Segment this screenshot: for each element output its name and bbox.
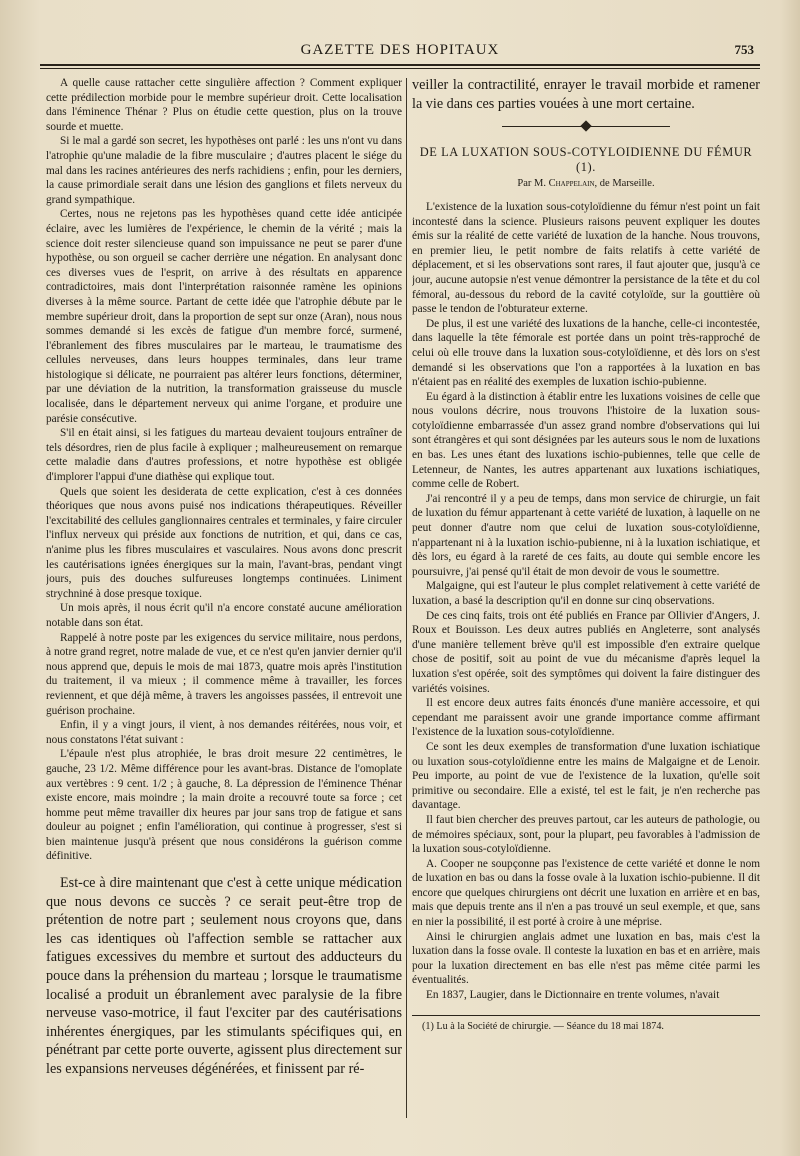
paragraph: S'il en était ainsi, si les fatigues du marteau devaient toujours entraîner de tels désordres, rien de plus facile à expliquer ; malheureusement on remarque cette maladie dans d'autres professions, et notre hypothèse est obligée d'implorer l'appui d'une diathèse qui explique tout. xyxy=(46,427,402,484)
paragraph: Malgaigne, qui est l'auteur le plus complet relativement à cette variété de luxation, a basé la description qu'il en donne sur cinq observations. xyxy=(412,580,760,607)
paragraph: Quels que soient les desiderata de cette explication, c'est à ces données théoriques que nous avons puisé nos indications thérapeutiques. Réveiller l'excitabilité des cellules ganglionnaires centrales et terminales, y faire circuler l'influx nerveux qui préside aux fonctions de nutrition, et qui, dans ce cas, n'anime plus les fibres musculaires et vasculaires. Nous avons donc prescrit les cautérisations ignées énergiques sur la main, l'avant-bras, pendant vingt jours, puis des douches sulfureuses longtemps continuées. Liniment strychniné à dose presque toxique. xyxy=(46,485,402,600)
page-number: 753 xyxy=(734,42,754,57)
paragraph: Si le mal a gardé son secret, les hypothèses ont parlé : les uns n'ont vu dans l'atrophie qu'une maladie de la fibre musculaire ; d'autres placent le siége du mal dans les racines antérieures des nerfs rachidiens ; enfin, pour les derniers, la cause primordiale serait dans une lésion des ganglions et filets nerveux du grand sympathique. xyxy=(46,135,402,206)
column-divider xyxy=(406,78,407,1118)
paragraph: J'ai rencontré il y a peu de temps, dans mon service de chirurgie, un fait de luxation du fémur appartenant à cette variété de luxation, à laquelle on ne peut donner d'autre nom que celui de luxation sous-cotyloïdienne, n'appartenant ni à la luxation ischio-pubienne, ni à la luxation ischiatique, et dès lors, eu égard à la rareté de ces faits, au doute qui semble encore les poursuivre, j'ai pensé qu'il était de mon devoir de vous le soumettre. xyxy=(412,492,760,578)
footnote-rule xyxy=(412,1015,760,1016)
paragraph: De plus, il est une variété des luxations de la hanche, celle-ci incontestée, dans laquelle la tête fémorale est portée dans un point très-rapproché de celui où elle trouve dans la luxation sous-cotyloïdienne, et dès lors on s'est demandé si les observations que l'on a rapportées à la luxation en bas n'étaient pas en réalité des exemples de luxation ischio-pubienne. xyxy=(412,317,760,389)
paragraph: Rappelé à notre poste par les exigences du service militaire, nous perdons, à notre grand regret, notre malade de vue, et ce n'est qu'en janvier dernier qu'il nous apprend que, depuis le mois de mai 1873, quatre mois après l'institution du traitement, il va mieux ; il commence même à travailler, les forces reviennent, et que déjà même, à travers les angoisses passées, il entrevoit une guérison prochaine. xyxy=(46,631,402,717)
ornament-diamond xyxy=(580,121,591,132)
paragraph: De ces cinq faits, trois ont été publiés en France par Ollivier d'Angers, J. Roux et Bouisson. Les deux autres publiés en Angleterre, sont analysés d'une manière tellement brève qu'il est impossible d'en extraire quelque chose de positif, soit au point de vue du mécanisme d'après lequel la luxation s'est opérée, soit des symptômes qui doivent la faire distinguer des variétés voisines. xyxy=(412,609,760,695)
right-column xyxy=(412,76,760,1136)
paragraph: Eu égard à la distinction à établir entre les luxations voisines de celle que nous voulons décrire, nous trouvons l'histoire de la luxation sous-cotyloïdienne embarrassée d'un assez grand nombre d'observations qui lui sont étrangères et qui sont désignées par les auteurs sous le nom de luxations en bas. Les unes étant des luxations ischio-pubiennes, telle que celle de Letenneur, de Nantes, les autres appartenant aux luxations ischiatiques, comme celle de Robert. xyxy=(412,390,760,491)
paragraph: L'existence de la luxation sous-cotyloïdienne du fémur n'est point un fait incontesté dans la science. Plusieurs raisons peuvent expliquer les doutes émis sur la réalité de cette variété de luxation de la hanche. Nous trouvons, en premier lieu, le petit nombre de faits relatifs à cette variété de déplacement, et si les observations sont rares, il faut ajouter que, jusqu'à ce jour, aucune autopsie n'est venue démontrer la persistance de la tête et du col fémoral, au-dessous du rebord de la cavité cotyloïde, sur la gouttière où passe le tendon de l'obturateur externe. xyxy=(412,200,760,316)
journal-title: GAZETTE DES HOPITAUX xyxy=(300,42,500,58)
paragraph: Ce sont les deux exemples de transformation d'une luxation ischiatique ou luxation sous-cotyloïdienne entre les mains de Malgaigne et de Lenoir. Peu importe, au point de vue de l'existence de la luxation, qu'elle soit primitive ou secondaire. Elle a existé, tel est le fait, je n'en recherche pas davantage. xyxy=(412,740,760,812)
byline-prefix: Par M. xyxy=(517,178,546,190)
paragraph: En 1837, Laugier, dans le Dictionnaire en trente volumes, n'avait xyxy=(426,989,720,1002)
section-ornament xyxy=(412,121,760,131)
page-header xyxy=(40,28,760,64)
paragraph: A. Cooper ne soupçonne pas l'existence de cette variété et donne le nom de luxation en bas ou dans la fosse ovale à la luxation ischio-pubienne. Il dit encore que quelques chirurgiens ont décrit une luxation en arrière et en bas, mais que depuis trente ans il n'en a pas trouvé un seul exemple, et que, sans en nier la possibilité, il est porté à croire à une méprise. xyxy=(412,857,760,929)
article-byline xyxy=(412,177,760,192)
continuation-text: veiller la contractilité, enrayer le travail morbide et ramener la vie dans ces parties vouées à une mort certaine. xyxy=(412,77,760,112)
paragraph: Il est encore deux autres faits énoncés d'une manière accessoire, et qui cependant me paraissent avoir une grande importance comme affirmant l'existence de la luxation sous-cotyloïdienne. xyxy=(412,697,760,739)
paragraph: Enfin, il y a vingt jours, il vient, à nos demandes réitérées, nous voir, et nous constatons l'état suivant : xyxy=(46,719,402,746)
paragraph: Ainsi le chirurgien anglais admet une luxation en bas, mais c'est la luxation dans la fosse ovale. Il conteste la luxation en bas et en arrière, mais pour la luxation directement en bas elle n'est pas même citée parmi les éventualités. xyxy=(412,930,760,987)
byline-author: Chappelain xyxy=(548,178,595,190)
paragraph: Certes, nous ne rejetons pas les hypothèses quand cette idée anticipée éclaire, avec les lumières de l'expérience, le chemin de la vérité ; mais la science doit rester silencieuse quand son impuissance ne peut se parer d'une hypothèse, ou son orgueil se cacher derrière une négation. En analysant donc ces diverses vues de l'esprit, on arrive à des résultats en apparence contradictoires, mais dont l'interprétation raisonnée ramène les opinions diverses à la même source. Partant de cette idée que l'atrophie débute par le membre supérieur droit, dans la proportion de sept sur onze (Aran), nous nous sommes demandé si les excès de fatigue d'un membre forcé, surmené, l'ébranlement des fibres musculaires par le marteau, le traumatisme des cellules nerveuses, dans leurs houppes terminales, dans leur trame histologique si délicate, ne pourraient pas altérer leurs fonctions, déterminer, par une déviation de la nutrition, la transformation graisseuse du muscle localisée, dans le département nerveux qui anime l'organe, et produire une parésie consécutive. xyxy=(46,208,402,425)
paragraph: L'épaule n'est plus atrophiée, le bras droit mesure 22 centimètres, le gauche, 23 1/2. Même différence pour les avant-bras. Distance de l'omoplate aux vertèbres : 9 cent. 1/2 ; à gauche, 8. La dépression de l'éminence Thénar existe encore, mais moindre ; la main droite a recouvré toute sa force ; cet homme peut même travailler dix heures par jour sans trop de fatigue et sans douleur au poignet ; enfin l'amélioration, qui continue à progresser, s'est si bien maintenue jusqu'à présent que nous considérons la guérison comme définitive. xyxy=(46,748,402,863)
header-rule xyxy=(40,64,760,69)
paragraph: Un mois après, il nous écrit qu'il n'a encore constaté aucune amélioration notable dans son état. xyxy=(46,602,402,629)
paragraph: Il faut bien chercher des preuves partout, car les auteurs de pathologie, ou de mémoires spéciaux, sont, pour la plupart, peu favorables à l'admission de la luxation sous-cotyloïdienne. xyxy=(412,813,760,856)
footnote: (1) Lu à la Société de chirurgie. — Séance du 18 mai 1874. xyxy=(422,1020,664,1032)
large-paragraph: Est-ce à dire maintenant que c'est à cette unique médication que nous devons ce succès ? ce serait peut-être trop de prétention de notre part ; seulement nous croyons que, dans les cas identiques où l'affection semble se rattacher aux fatigues excessives du membre et surtout des adducteurs du pouce dans la préhension du marteau ; lorsque le traumatisme localisé a produit un ébranlement avec paralysie de la fibre nerveuse vaso-motrice, il faut l'exciter par des cautérisations inhérentes énergiques, par les stimulants spécifiques qui, en pénétrant par cette porte ouverte, agissent plus directement sur les expansions nerveuses dégénérées, et finissent par ré- xyxy=(46,875,402,1077)
article-title: DE LA LUXATION SOUS-COTYLOIDIENNE DU FÉMUR (1). xyxy=(419,145,753,174)
byline-suffix: , de Marseille. xyxy=(594,178,655,190)
paragraph: A quelle cause rattacher cette singulière affection ? Comment expliquer cette prédilection morbide pour le membre supérieur droit. Cette localisation dans l'éminence Thénar ? Plus on étudie cette question, plus on la trouve sourde et muette. xyxy=(46,77,402,133)
left-column xyxy=(46,76,402,1136)
